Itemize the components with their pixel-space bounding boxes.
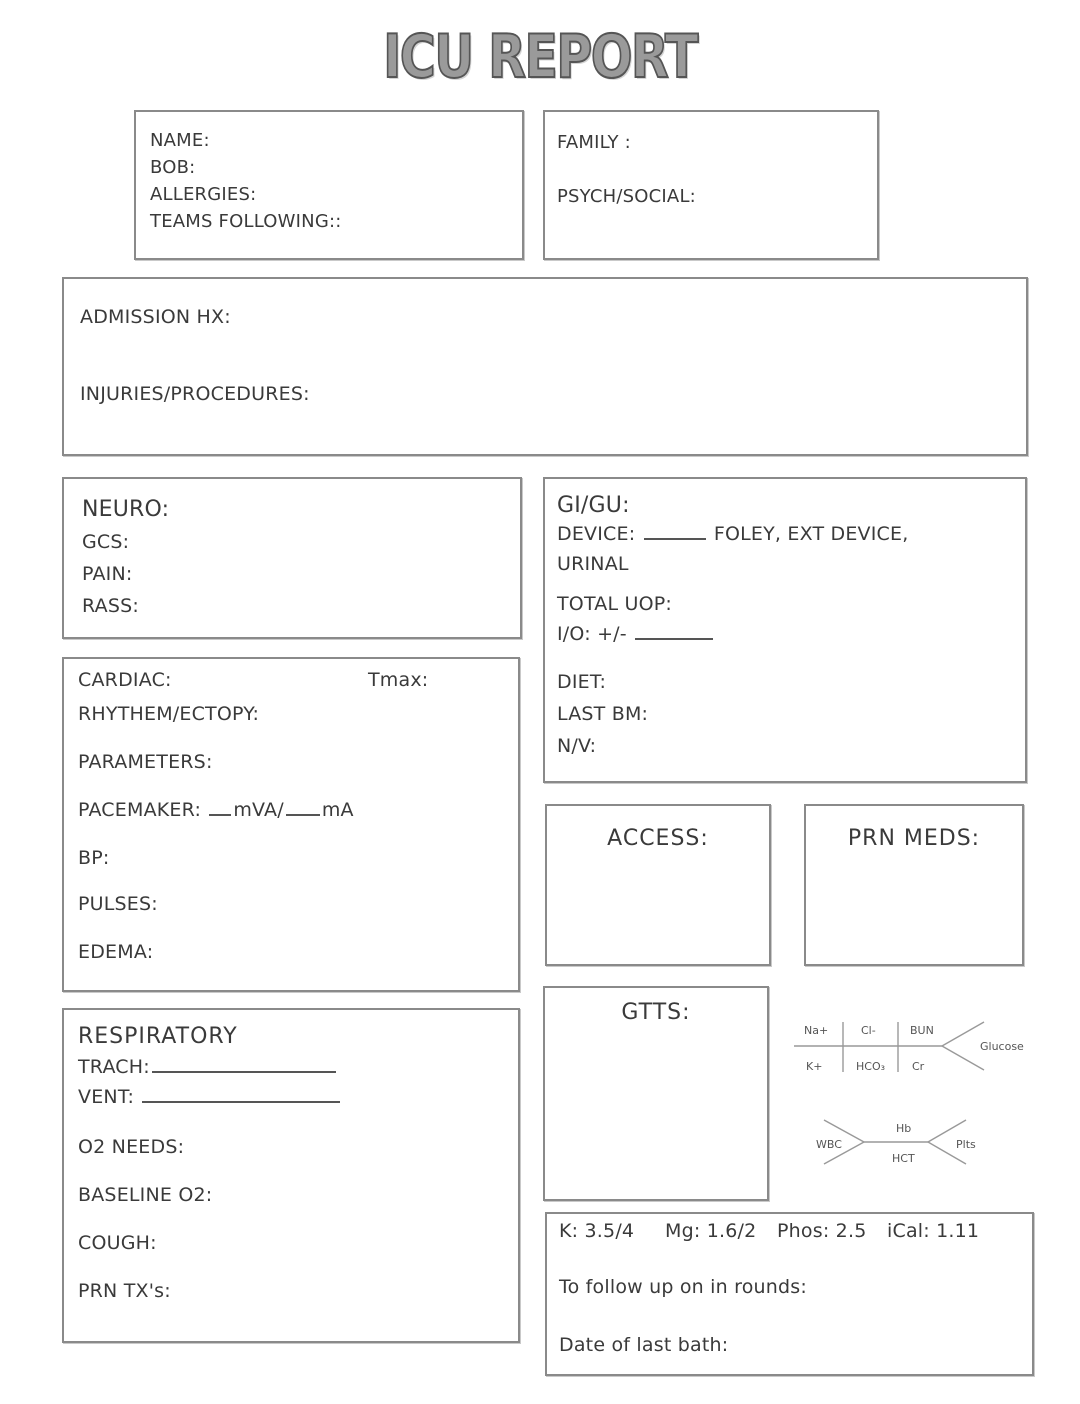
last-bath-label: Date of last bath: xyxy=(559,1334,729,1356)
family-label: FAMILY : xyxy=(557,132,631,153)
pulses-label: PULSES: xyxy=(78,893,158,915)
labs-box xyxy=(545,1212,1034,1376)
k-label: K+ xyxy=(806,1060,823,1073)
access-heading: ACCESS: xyxy=(607,826,709,851)
trach-blank xyxy=(152,1069,336,1073)
diet-label: DIET: xyxy=(557,671,607,693)
wbc-label: WBC xyxy=(816,1138,842,1151)
pacemaker-ma-blank xyxy=(286,812,320,816)
admission-hx-label: ADMISSION HX: xyxy=(80,306,231,328)
total-uop-label: TOTAL UOP: xyxy=(557,593,673,615)
cardiac-heading: CARDIAC: xyxy=(78,669,172,691)
gi-gu-box xyxy=(543,477,1027,783)
trach-label: TRACH: xyxy=(78,1056,150,1078)
patient-info-box xyxy=(134,110,524,260)
na-label: Na+ xyxy=(804,1024,829,1037)
cr-label: Cr xyxy=(912,1060,925,1073)
access-box xyxy=(545,804,771,966)
pacemaker-ma: mA xyxy=(321,799,354,821)
respiratory-box xyxy=(62,1008,520,1343)
pacemaker-mva: mVA/ xyxy=(233,799,284,821)
respiratory-heading: RESPIRATORY xyxy=(78,1024,238,1049)
parameters-label: PARAMETERS: xyxy=(78,751,213,773)
plts-label: Plts xyxy=(956,1138,976,1151)
admission-box xyxy=(62,277,1028,456)
device-label: DEVICE: xyxy=(557,523,636,545)
mg-value: Mg: 1.6/2 xyxy=(665,1220,757,1242)
neuro-heading: NEURO: xyxy=(82,497,170,522)
name-label: NAME: xyxy=(150,130,210,151)
hct-label: HCT xyxy=(892,1152,915,1165)
teams-following-label: TEAMS FOLLOWING:: xyxy=(150,211,342,232)
psych-social-label: PSYCH/SOCIAL: xyxy=(557,186,696,207)
io-row xyxy=(557,623,715,645)
page-title: ICU REPORT xyxy=(383,22,697,92)
urinal-label: URINAL xyxy=(557,553,629,575)
cough-label: COUGH: xyxy=(78,1232,157,1254)
prn-meds-heading: PRN MEDS: xyxy=(847,826,981,851)
pain-label: PAIN: xyxy=(82,563,133,585)
bmp-tail-upper xyxy=(942,1022,984,1046)
pacemaker-label: PACEMAKER: xyxy=(78,799,202,821)
fishbone-diagram xyxy=(788,1012,1040,1182)
pacemaker-row xyxy=(78,799,354,821)
dob-label: BOB: xyxy=(150,157,196,178)
hco3-label: HCO₃ xyxy=(856,1060,886,1073)
cardiac-box xyxy=(62,657,520,992)
device-blank xyxy=(644,536,706,540)
vent-row xyxy=(78,1086,342,1108)
phos-value: Phos: 2.5 xyxy=(777,1220,867,1242)
gi-gu-heading: GI/GU: xyxy=(557,493,630,518)
allergies-label: ALLERGIES: xyxy=(150,184,257,205)
tmax-label: Tmax: xyxy=(368,669,429,691)
gcs-label: GCS: xyxy=(82,531,130,553)
hb-label: Hb xyxy=(896,1122,912,1135)
baseline-o2-label: BASELINE O2: xyxy=(78,1184,213,1206)
io-blank xyxy=(635,636,713,640)
device-row xyxy=(557,523,908,545)
pacemaker-mva-blank xyxy=(209,812,231,816)
cl-label: Cl- xyxy=(861,1024,876,1037)
rass-label: RASS: xyxy=(82,595,139,617)
io-label: I/O: +/- xyxy=(557,623,627,645)
bmp-tail-lower xyxy=(942,1046,984,1070)
prn-tx-label: PRN TX's: xyxy=(78,1280,171,1302)
family-box xyxy=(543,110,879,260)
k-value: K: 3.5/4 xyxy=(559,1220,635,1242)
vent-blank xyxy=(142,1099,340,1103)
gtts-box xyxy=(543,986,769,1201)
vent-label: VENT: xyxy=(78,1086,135,1108)
o2-needs-label: O2 NEEDS: xyxy=(78,1136,185,1158)
trach-row xyxy=(78,1056,338,1078)
injuries-procedures-label: INJURIES/PROCEDURES: xyxy=(80,383,310,405)
ical-value: iCal: 1.11 xyxy=(887,1220,980,1242)
glucose-label: Glucose xyxy=(980,1040,1024,1053)
device-options: FOLEY, EXT DEVICE, xyxy=(713,523,909,545)
nv-label: N/V: xyxy=(557,735,597,757)
prn-meds-box xyxy=(804,804,1024,966)
gtts-heading: GTTS: xyxy=(621,1000,691,1025)
rhythm-ectopy-label: RHYTHEM/ECTOPY: xyxy=(78,703,260,725)
neuro-box xyxy=(62,477,522,639)
bun-label: BUN xyxy=(910,1024,934,1037)
last-bm-label: LAST BM: xyxy=(557,703,649,725)
edema-label: EDEMA: xyxy=(78,941,154,963)
bp-label: BP: xyxy=(78,847,110,869)
follow-up-label: To follow up on in rounds: xyxy=(559,1276,807,1298)
